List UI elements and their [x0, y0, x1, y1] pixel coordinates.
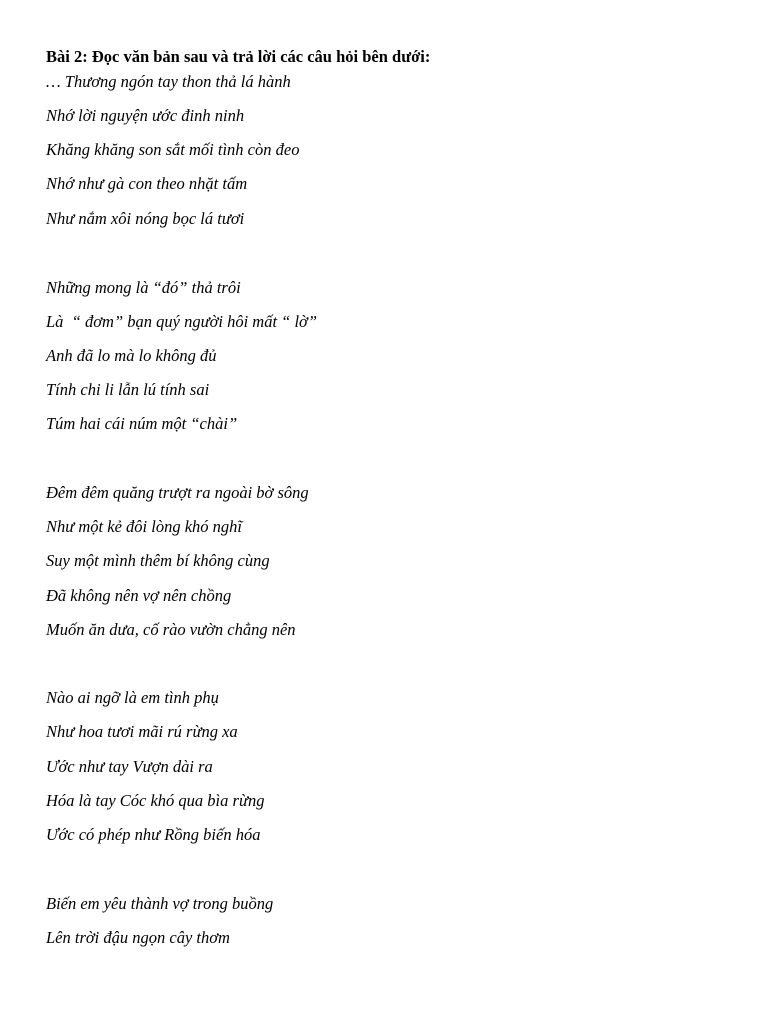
poem-line: Là “ đơm” bạn quý người hôi mất “ lờ” — [46, 312, 318, 331]
poem-line: Đã không nên vợ nên chồng — [46, 586, 232, 605]
poem-line: Khăng khăng son sắt mối tình còn đeo — [46, 140, 300, 159]
poem-line: Suy một mình thêm bí không cùng — [46, 551, 270, 570]
poem-line: Biến em yêu thành vợ trong buồng — [46, 894, 274, 913]
exercise-heading: Bài 2: Đọc văn bản sau và trả lời các câu hỏi bên dưới: — [46, 47, 431, 66]
poem-line: Như nắm xôi nóng bọc lá tươi — [46, 209, 245, 228]
poem-line: Nào ai ngỡ là em tình phụ — [46, 688, 219, 707]
poem-line: Nhớ lời nguyện ước đinh ninh — [46, 106, 245, 125]
poem-line: Như một kẻ đôi lòng khó nghĩ — [46, 517, 242, 536]
poem-line: Lên trời đậu ngọn cây thơm — [46, 928, 230, 947]
poem-line: Hóa là tay Cóc khó qua bìa rừng — [46, 791, 265, 810]
poem-line: Ước có phép như Rồng biến hóa — [46, 825, 261, 844]
poem-line: Anh đã lo mà lo không đủ — [46, 346, 217, 365]
poem-line: Ước như tay Vượn dài ra — [46, 757, 213, 776]
poem-line: Tính chi li lẫn lú tính sai — [46, 380, 210, 399]
poem-line: Nhớ như gà con theo nhặt tấm — [46, 174, 248, 193]
poem-line: Túm hai cái núm một “chài” — [46, 414, 238, 433]
poem-line: … Thương ngón tay thon thả lá hành — [46, 72, 291, 91]
poem-line: Những mong là “đó” thả trôi — [46, 278, 241, 297]
poem-line: Đêm đêm quăng trượt ra ngoài bờ sông — [46, 483, 309, 502]
poem-line: Muốn ăn dưa, cố rào vườn chẳng nên — [46, 620, 296, 639]
poem-line: Như hoa tươi mãi rú rừng xa — [46, 722, 238, 741]
